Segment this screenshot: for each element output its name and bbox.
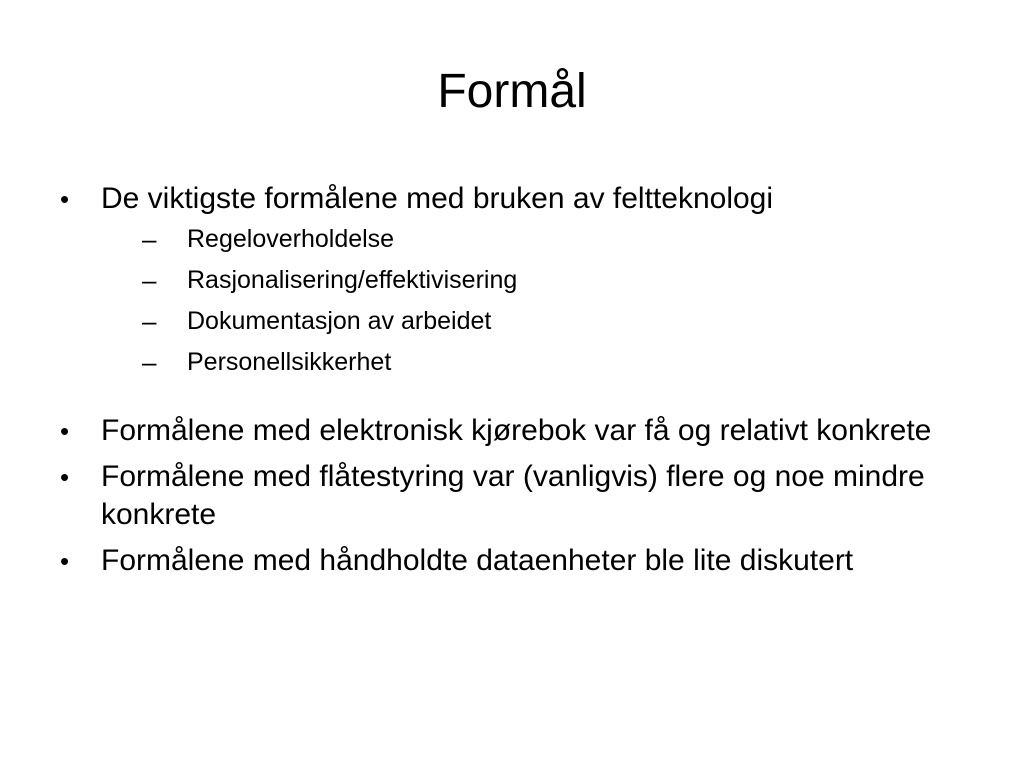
sub-bullet-list	[101, 224, 960, 377]
bullet-text: De viktigste formålene med bruken av feltteknologi	[101, 182, 774, 215]
sub-bullet-item	[101, 347, 960, 377]
bullet-dot-icon: •	[60, 462, 70, 492]
dash-icon: –	[142, 224, 157, 254]
dash-icon: –	[142, 306, 157, 336]
sub-bullet-text: Personellsikkerhet	[187, 348, 392, 376]
sub-bullet-text: Regeloverholdelse	[187, 225, 395, 253]
bullet-text: Formålene med håndholdte dataenheter ble lite diskutert	[101, 544, 854, 577]
bullet-item	[60, 412, 960, 450]
sub-bullet-text: Rasjonalisering/effektivisering	[187, 266, 518, 294]
bullet-item	[60, 458, 960, 534]
bullet-item	[60, 180, 960, 377]
bullet-text: Formålene med flåtestyring var (vanligvis) flere og noe mindre konkrete	[101, 460, 925, 531]
sub-bullet-item	[101, 265, 960, 295]
sub-bullet-item	[101, 306, 960, 336]
slide-title: Formål	[437, 65, 587, 118]
slide-body	[60, 180, 960, 580]
bullet-dot-icon: •	[60, 184, 70, 214]
spacer	[60, 388, 960, 412]
dash-icon: –	[142, 265, 157, 295]
bullet-text: Formålene med elektronisk kjørebok var få og relativt konkrete	[101, 414, 932, 447]
sub-bullet-item	[101, 224, 960, 254]
bullet-dot-icon: •	[60, 416, 70, 446]
dash-icon: –	[142, 347, 157, 377]
bullet-dot-icon: •	[60, 546, 70, 576]
sub-bullet-text: Dokumentasjon av arbeidet	[187, 307, 492, 335]
bullet-item	[60, 542, 960, 580]
